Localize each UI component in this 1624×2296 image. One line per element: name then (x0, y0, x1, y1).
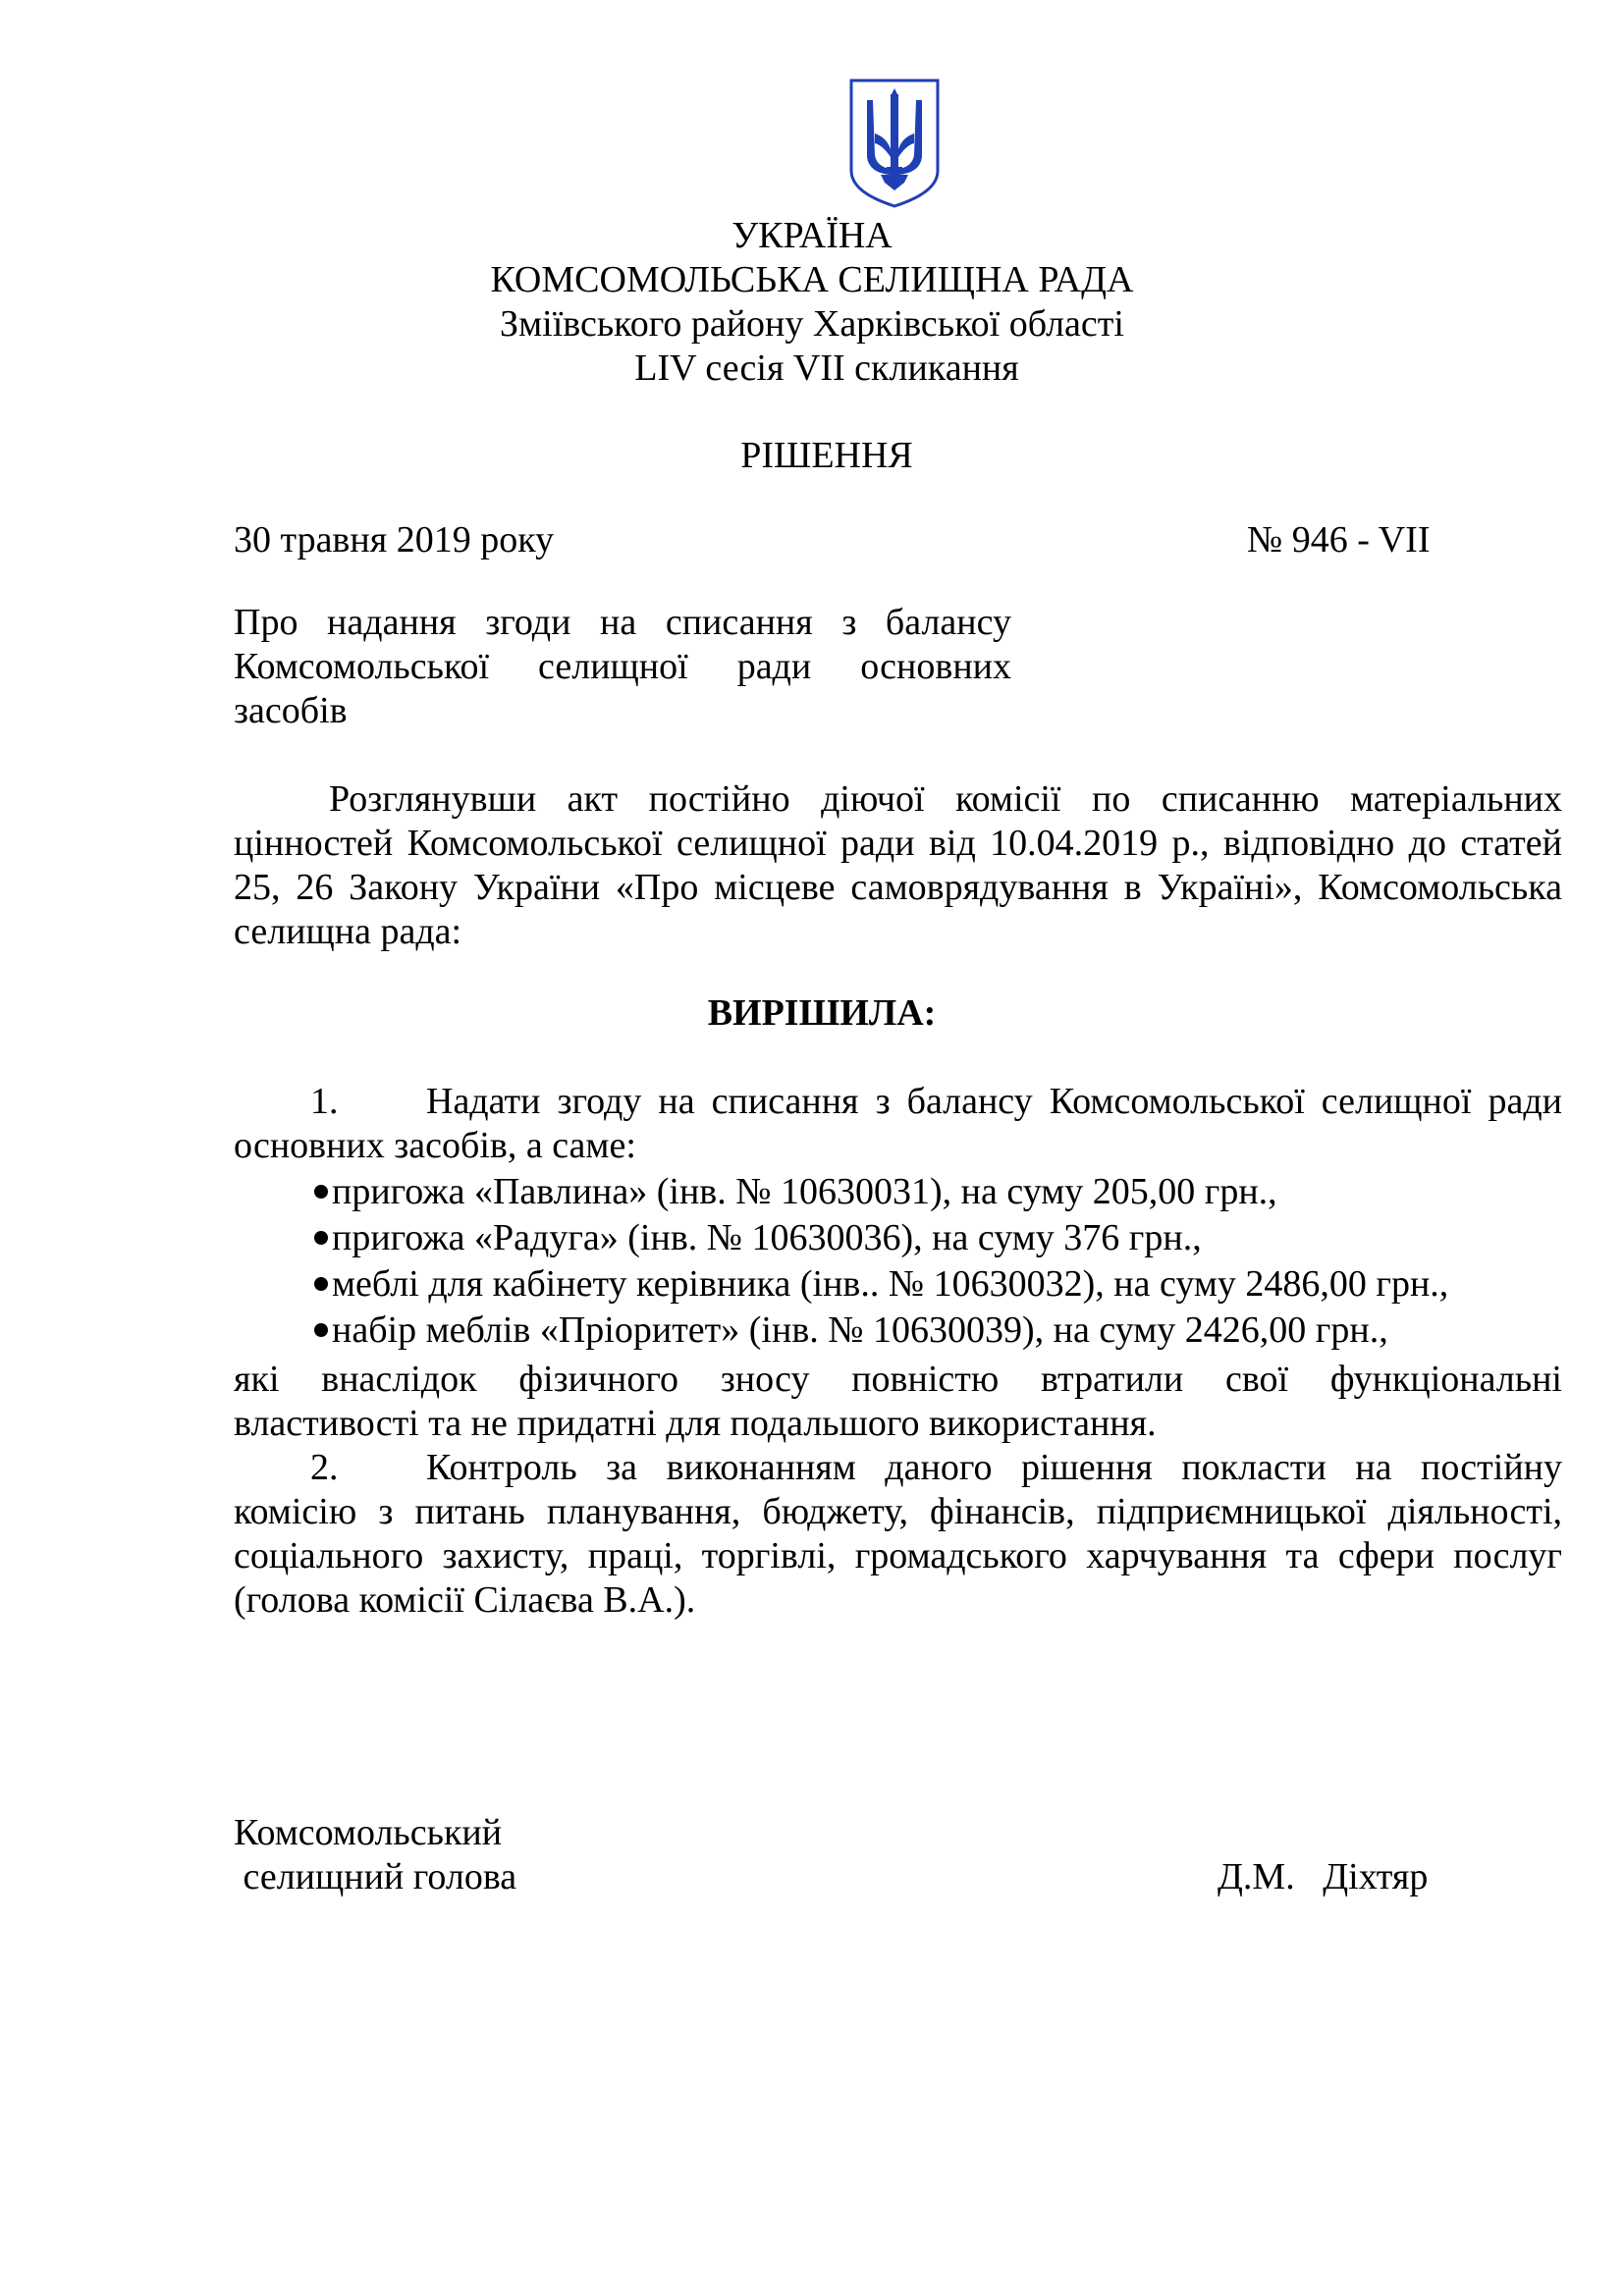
bullet-text: меблі для кабінету керівника (інв.. № 10630032), на суму 2486,00 грн., (332, 1263, 1449, 1305)
bullet-item (314, 1170, 1277, 1214)
subject-line: Комсомольської селищної ради основних (234, 646, 1011, 687)
item-number: 1. (310, 1081, 339, 1122)
item-line: властивості та не придатні для подальшого використання. (234, 1403, 1157, 1444)
preamble-line: Розглянувши акт постійно діючої комісії по списанню матеріальних (329, 778, 1562, 820)
header-session: LIV сесія VII скликання (634, 347, 1019, 389)
bullet-item (314, 1216, 1202, 1260)
item-number: 2. (310, 1447, 339, 1488)
decision-number: № 946 - VII (1247, 519, 1431, 561)
signature-title: селищний голова (234, 1856, 517, 1897)
signatory-name: Д.М. Діхтяр (1218, 1856, 1429, 1897)
header-region: Зміївського району Харківської області (500, 303, 1124, 345)
bullet-text: набір меблів «Пріоритет» (інв. № 10630039), на суму 2426,00 грн., (332, 1309, 1388, 1351)
item-line: комісію з питань планування, бюджету, фінансів, підприємницької діяльності, (234, 1491, 1562, 1532)
item-line: соціального захисту, праці, торгівлі, громадського харчування та сфери послуг (234, 1535, 1562, 1576)
document-type-title: РІШЕННЯ (740, 435, 913, 476)
subject-line: засобів (234, 690, 348, 731)
bullet-text: пригожа «Радуга» (інв. № 10630036), на суму 376 грн., (332, 1217, 1202, 1258)
item-line: Надати згоду на списання з балансу Комсомольської селищної ради (426, 1081, 1562, 1122)
item-line: які внаслідок фізичного зносу повністю втратили свої функціональні (234, 1359, 1562, 1400)
bullet-icon (314, 1323, 328, 1337)
item-line: Контроль за виконанням даного рішення покласти на постійну (426, 1447, 1562, 1488)
decision-date: 30 травня 2019 року (234, 519, 555, 561)
bullet-icon (314, 1277, 328, 1291)
bullet-icon (314, 1185, 328, 1199)
preamble-line: 25, 26 Закону України «Про місцеве самоврядування в Україні», Комсомольська (234, 867, 1562, 908)
subject-line: Про надання згоди на списання з балансу (234, 602, 1011, 643)
bullet-text: пригожа «Павлина» (інв. № 10630031), на суму 205,00 грн., (332, 1171, 1277, 1212)
item-line: (голова комісії Сілаєва В.А.). (234, 1579, 696, 1621)
preamble-line: цінностей Комсомольської селищної ради від 10.04.2019 р., відповідно до статей (234, 823, 1562, 864)
preamble-line: селищна рада: (234, 911, 462, 952)
header-country: УКРАЇНА (731, 215, 893, 256)
bullet-icon (314, 1231, 328, 1245)
decided-heading: ВИРІШИЛА: (707, 992, 937, 1034)
signature-title: Комсомольський (234, 1812, 503, 1853)
coat-of-arms-emblem (847, 77, 942, 210)
header-council: КОМСОМОЛЬСЬКА СЕЛИЩНА РАДА (490, 259, 1134, 300)
bullet-item (314, 1262, 1448, 1307)
bullet-item (314, 1308, 1388, 1353)
item-line: основних засобів, а саме: (234, 1125, 636, 1166)
